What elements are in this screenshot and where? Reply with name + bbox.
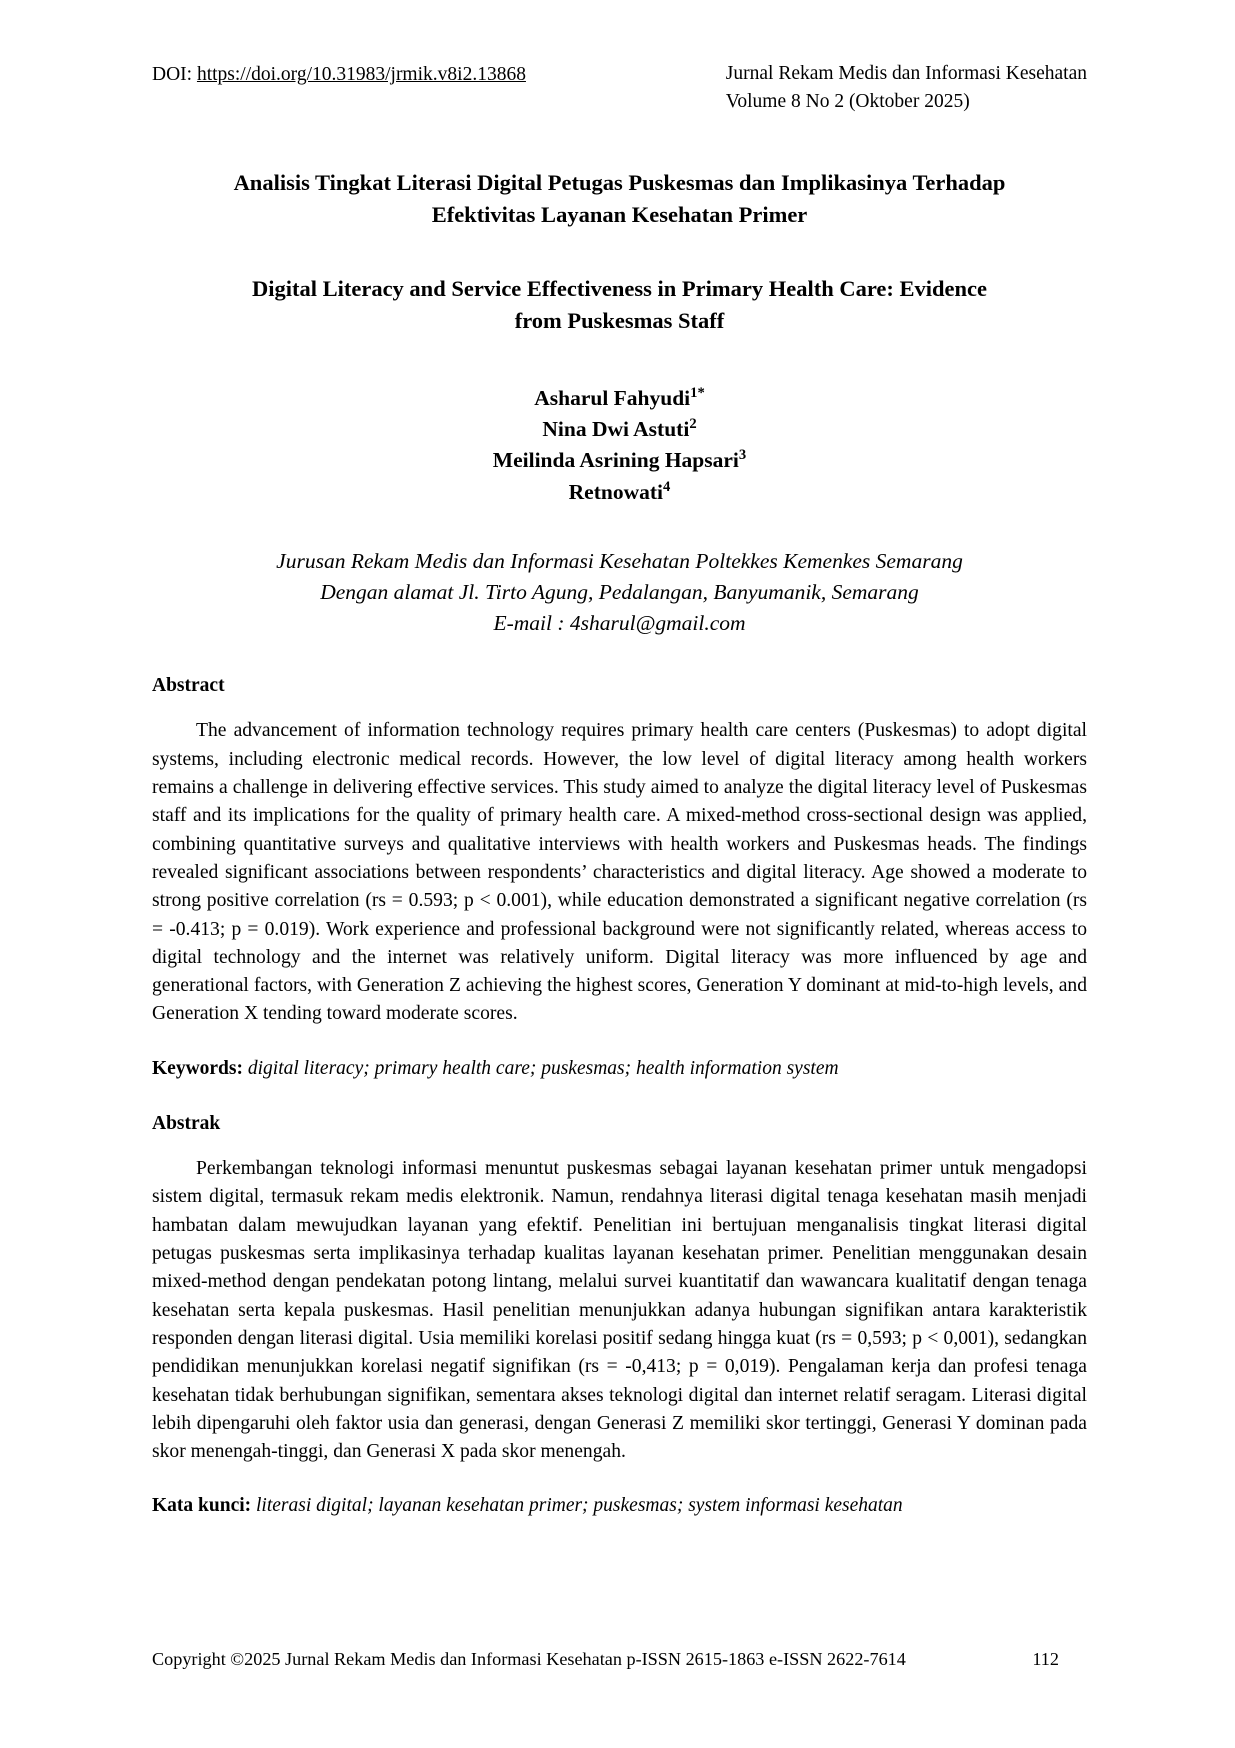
- author-name: Meilinda Asrining Hapsari: [492, 448, 739, 473]
- keywords-values: digital literacy; primary health care; puskesmas; health information system: [247, 1057, 839, 1079]
- author-affiliation-marker: 2: [689, 416, 697, 433]
- journal-name: Jurnal Rekam Medis dan Informasi Kesehatan: [725, 63, 1087, 84]
- page-title-english: Digital Literacy and Service Effectiveness in Primary Health Care: Evidence from Puskesmas Staff: [251, 276, 988, 334]
- kata-kunci-line: [152, 1492, 1087, 1520]
- author-affiliation-marker: 1*: [690, 384, 705, 401]
- affiliation-address: Dengan alamat Jl. Tirto Agung, Pedalangan, Banyumanik, Semarang: [320, 579, 919, 604]
- author-2: [152, 414, 1087, 445]
- page-footer: [152, 1649, 1087, 1670]
- author-list: [152, 383, 1087, 508]
- author-name: Asharul Fahyudi: [534, 386, 691, 411]
- copyright-notice: Copyright ©2025 Jurnal Rekam Medis dan Informasi Kesehatan p-ISSN 2615-1863 e-ISSN 2622-7614: [152, 1649, 906, 1669]
- kata-kunci-values: literasi digital; layanan kesehatan primer; puskesmas; system informasi kesehatan: [256, 1495, 903, 1517]
- author-1: [152, 383, 1087, 414]
- doi-label: DOI:: [152, 64, 197, 85]
- journal-volume: Volume 8 No 2 (Oktober 2025): [725, 90, 970, 112]
- abstract-body: The advancement of information technology requires primary health care centers (Puskesmas) to adopt digital systems, including electronic medical records. However, the low level of digital literacy among health workers remains a challenge in delivering effective services. This study aimed to analyze the digital literacy level of Puskesmas staff and its implications for the quality of primary health care. A mixed-method cross-sectional design was applied, combining quantitative surveys and qualitative interviews with health workers and Puskesmas heads. The findings revealed significant associations between respondents’ characteristics and digital literacy. Age showed a moderate to strong positive correlation (rs = 0.593; p < 0.001), while education demonstrated a significant negative correlation (rs = -0.413; p = 0.019). Work experience and professional background were not significantly related, whereas access to digital technology and the internet was relatively uniform. Digital literacy was more influenced by age and generational factors, with Generation Z achieving the highest scores, Generation Y dominant at mid-to-high levels, and Generation X tending toward moderate scores.: [152, 720, 1087, 1025]
- kata-kunci-label: Kata kunci:: [152, 1495, 252, 1517]
- affiliation-email: E-mail : 4sharul@gmail.com: [493, 611, 746, 636]
- journal-info: [720, 60, 1087, 115]
- author-4: [152, 477, 1087, 508]
- doi-line: [152, 60, 526, 89]
- author-name: Nina Dwi Astuti: [542, 417, 690, 442]
- affiliation-block: [152, 546, 1087, 640]
- author-name: Retnowati: [568, 479, 664, 504]
- page-number: 112: [1032, 1649, 1059, 1669]
- abstract-heading: Abstract: [152, 675, 225, 697]
- author-affiliation-marker: 4: [663, 478, 671, 495]
- keywords-line: [152, 1055, 1087, 1083]
- author-affiliation-marker: 3: [738, 447, 747, 464]
- author-3: [152, 445, 1087, 476]
- doi-link[interactable]: https://doi.org/10.31983/jrmik.v8i2.13868: [196, 64, 526, 85]
- page-title-indonesian: Analisis Tingkat Literasi Digital Petugas Puskesmas dan Implikasinya Terhadap Efektivitas Layanan Kesehatan Primer: [233, 170, 1006, 228]
- title-block: [152, 167, 1087, 337]
- running-head: [152, 60, 1087, 115]
- keywords-label: Keywords:: [152, 1057, 243, 1079]
- abstrak-body: Perkembangan teknologi informasi menuntut puskesmas sebagai layanan kesehatan primer untuk mengadopsi sistem digital, termasuk rekam medis elektronik. Namun, rendahnya literasi digital tenaga kesehatan masih menjadi hambatan dalam mewujudkan layanan yang efektif. Penelitian ini bertujuan menganalisis tingkat literasi digital petugas puskesmas serta implikasinya terhadap kualitas layanan kesehatan primer. Penelitian menggunakan desain mixed-method dengan pendekatan potong lintang, melalui survei kuantitatif dan wawancara kualitatif dengan tenaga kesehatan serta kepala puskesmas. Hasil penelitian menunjukkan adanya hubungan signifikan antara karakteristik responden dengan literasi digital. Usia memiliki korelasi positif sedang hingga kuat (rs = 0,593; p < 0,001), sedangkan pendidikan menunjukkan korelasi negatif signifikan (rs = -0,413; p = 0,019). Pengalaman kerja dan profesi tenaga kesehatan tidak berhubungan signifikan, sementara akses teknologi digital dan internet relatif seragam. Literasi digital lebih dipengaruhi oleh faktor usia dan generasi, dengan Generasi Z memiliki skor tertinggi, Generasi Y dominan pada skor menengah-tinggi, dan Generasi X pada skor menengah.: [152, 1158, 1087, 1463]
- abstrak-heading: Abstrak: [152, 1113, 221, 1135]
- affiliation-institution: Jurusan Rekam Medis dan Informasi Kesehatan Poltekkes Kemenkes Semarang: [276, 548, 963, 573]
